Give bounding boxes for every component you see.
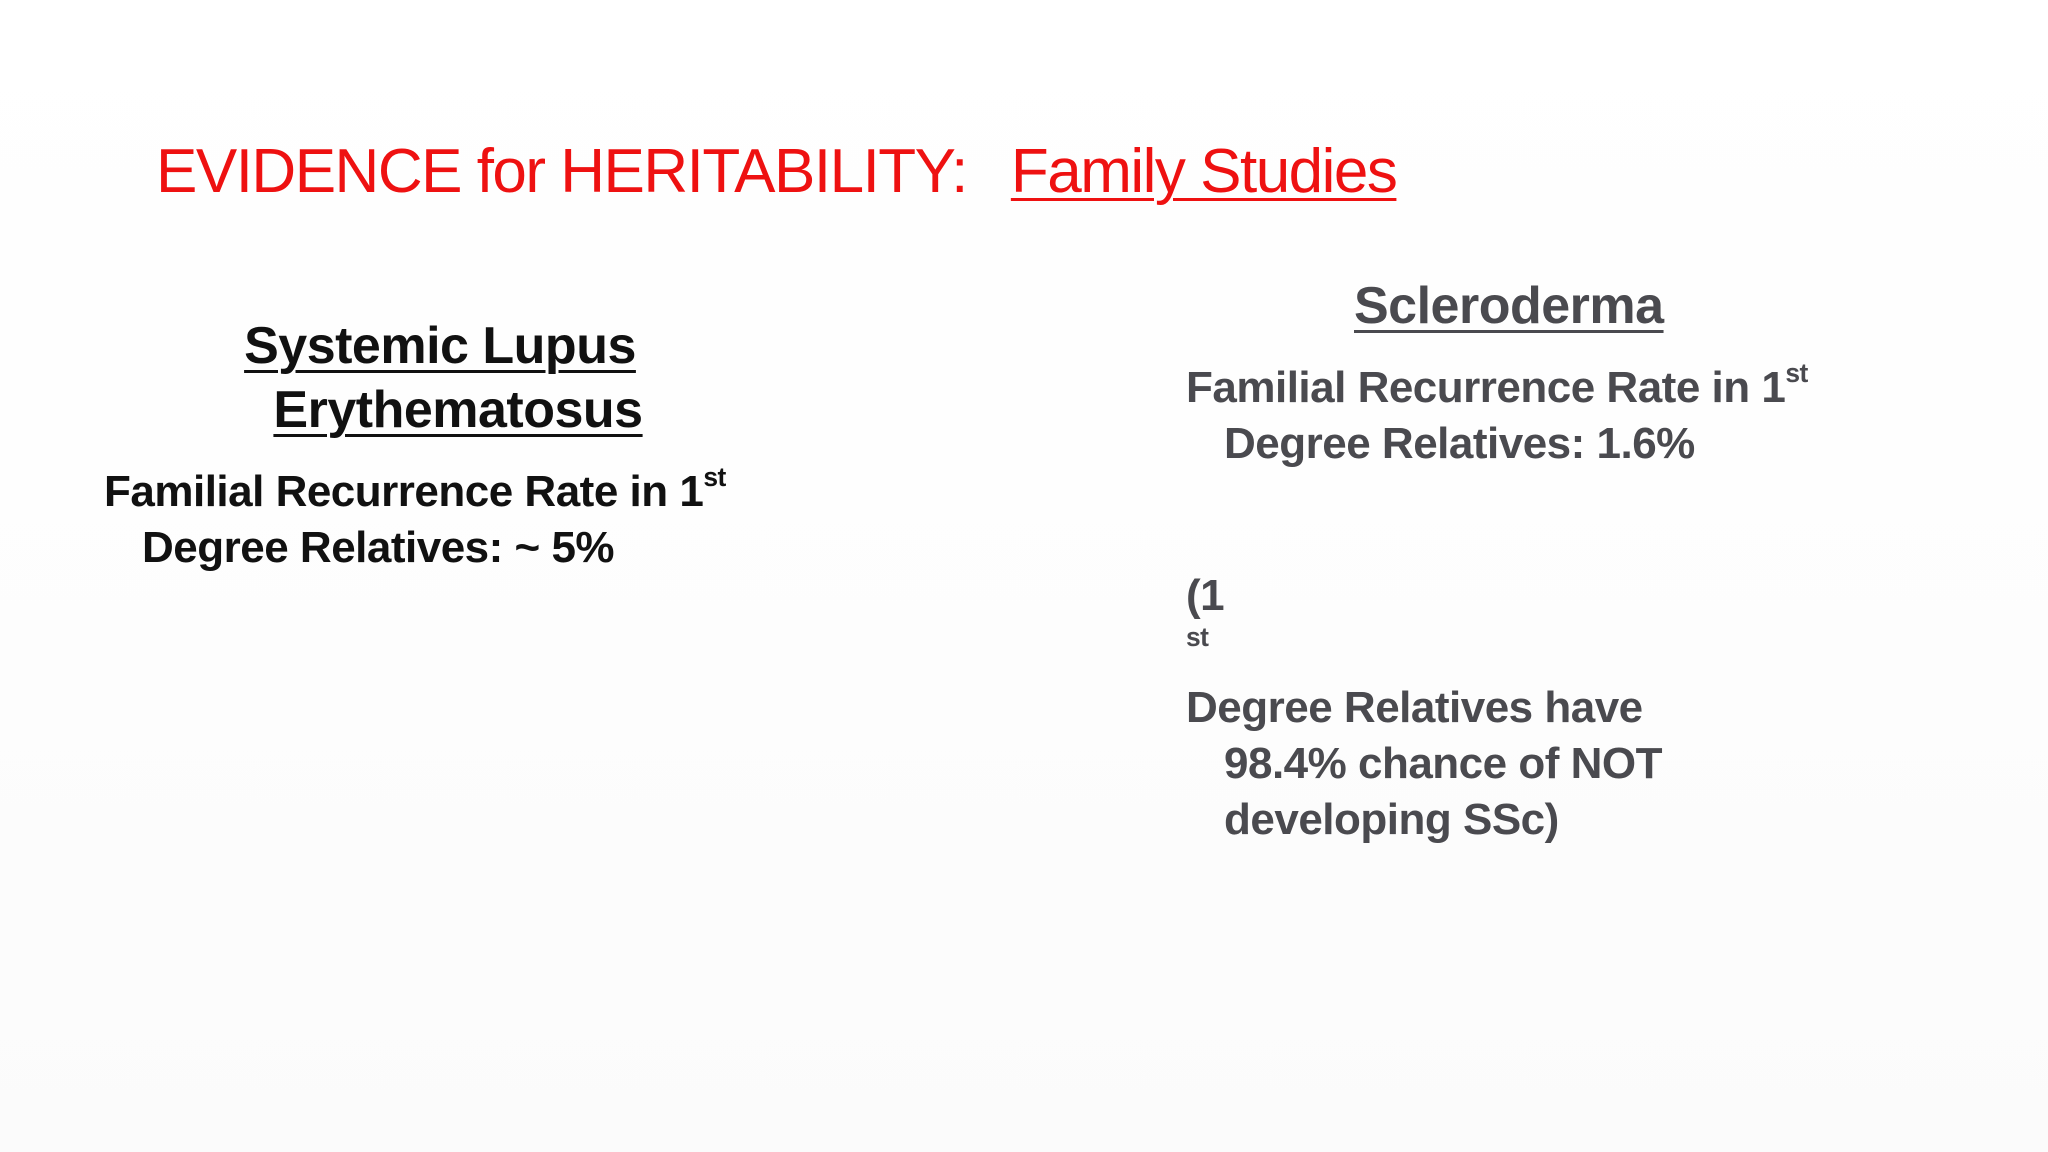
sle-heading-line1: Systemic Lupus [244, 317, 636, 375]
sle-rate-line1 [104, 464, 726, 520]
ssc-note-superscript: st [1186, 622, 1209, 653]
slide-title [156, 136, 1396, 208]
ssc-note-prefix: (1 [1186, 571, 1225, 620]
ssc-note-line3: developing SSc) [1224, 795, 1559, 844]
sle-recurrence-rate [104, 464, 726, 576]
scleroderma-recurrence-rate [1186, 360, 1808, 472]
ssc-rate-superscript: st [1785, 358, 1808, 389]
ssc-note-line1-rest: Degree Relatives have [1186, 683, 1643, 732]
sle-rate-line2: Degree Relatives: ~ 5% [142, 523, 615, 572]
sle-rate-line1-text: Familial Recurrence Rate in 1 [104, 467, 704, 516]
sle-heading-line2: Erythematosus [273, 381, 643, 439]
ssc-rate-line2: Degree Relatives: 1.6% [1224, 419, 1695, 468]
ssc-rate-line1-text: Familial Recurrence Rate in 1 [1186, 363, 1786, 412]
title-subtitle: Family Studies [1010, 137, 1397, 206]
ssc-rate-line1 [1186, 360, 1808, 416]
sle-rate-superscript: st [703, 462, 726, 493]
ssc-note-line2: 98.4% chance of NOT [1224, 739, 1662, 788]
ssc-note-line1 [1186, 568, 1662, 736]
sle-heading [160, 314, 720, 442]
scleroderma-note [1186, 568, 1662, 848]
scleroderma-heading: Scleroderma [1354, 277, 1664, 335]
title-main: EVIDENCE for HERITABILITY: [156, 137, 967, 206]
